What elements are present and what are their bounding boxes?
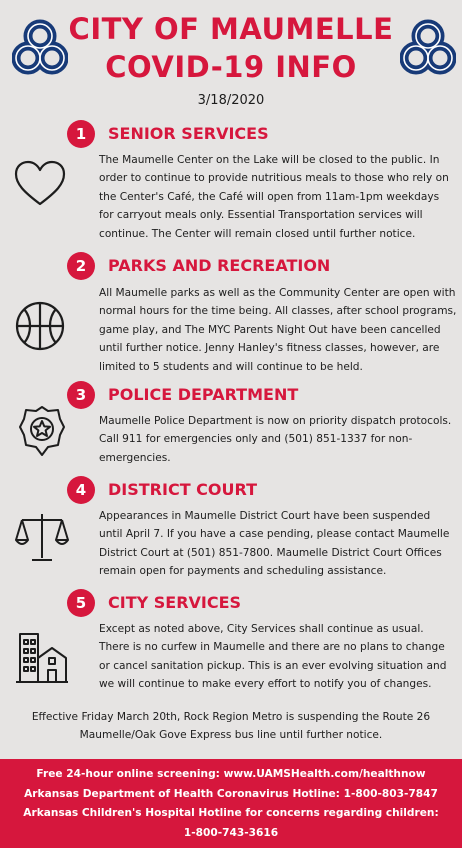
date-label: 3/18/2020 xyxy=(197,93,265,108)
scales-of-justice-icon xyxy=(14,510,70,566)
section-3-number-badge: 3 xyxy=(67,381,95,409)
section-2-number-badge: 2 xyxy=(67,252,95,280)
heart-icon xyxy=(14,160,66,208)
footer-childrens-number: 1-800-743-3616 xyxy=(183,826,279,839)
section-1-number-badge: 1 xyxy=(67,120,95,148)
section-5-number-badge: 5 xyxy=(67,589,95,617)
footer-screening-line: Free 24-hour online screening: www.UAMSHealth.com/healthnow xyxy=(36,768,426,780)
section-2-body: All Maumelle parks as well as the Community Center are open with normal hours for the time being. All classes, after school programs, game play, and The MYC Parents Night Out have been cancelled until further notice. Jenny Hanley's fitness classes, however, are limited to 5 students and will continue to be held. xyxy=(99,287,457,373)
section-3-body: Maumelle Police Department is now on priority dispatch protocols. Call 911 for emergencies only and (501) 851-1337 for non-emergencies. xyxy=(99,415,452,464)
section-5-body: Except as noted above, City Services shall continue as usual. There is no curfew in Maumelle and there are no plans to change or cancel sanitation pickup. This is an ever evolving situation and we will continue to make every effort to notify you of changes. xyxy=(99,623,447,691)
page-title-line1: CITY OF MAUMELLE xyxy=(68,12,394,46)
section-3-heading: POLICE DEPARTMENT xyxy=(108,385,299,404)
section-4-heading: DISTRICT COURT xyxy=(108,480,258,499)
section-4-number-badge: 4 xyxy=(67,476,95,504)
police-badge-icon xyxy=(18,405,66,459)
footer-childrens-hotline: Arkansas Children's Hospital Hotline for concerns regarding children: xyxy=(23,807,439,820)
section-1-body: The Maumelle Center on the Lake will be closed to the public. In order to continue to provide nutritious meals to those who rely on the Center's Café, the Café will open from 11am-1pm weekdays for carryout meals only. Essential Transportation services will continue. The Center will remain closed until further notice. xyxy=(99,154,449,240)
section-4-body: Appearances in Maumelle District Court have been suspended until April 7. If you have a case pending, please contact Maumelle District Court at (501) 851-7800. Maumelle District Court Offices remain open for payments and scheduling assistance. xyxy=(99,510,450,578)
section-2-heading: PARKS AND RECREATION xyxy=(108,256,331,275)
footer-banner xyxy=(0,759,462,848)
footer-health-hotline: Arkansas Department of Health Coronavirus Hotline: 1-800-803-7847 xyxy=(24,787,438,800)
page-title-line2: COVID-19 INFO xyxy=(105,50,357,84)
section-5-heading: CITY SERVICES xyxy=(108,593,242,612)
basketball-icon xyxy=(14,300,66,352)
section-1-heading: SENIOR SERVICES xyxy=(108,124,269,143)
city-buildings-icon xyxy=(14,630,70,686)
effective-notice: Effective Friday March 20th, Rock Region Metro is suspending the Route 26 Maumelle/Oak Gove Express bus line until further notice. xyxy=(31,711,431,741)
